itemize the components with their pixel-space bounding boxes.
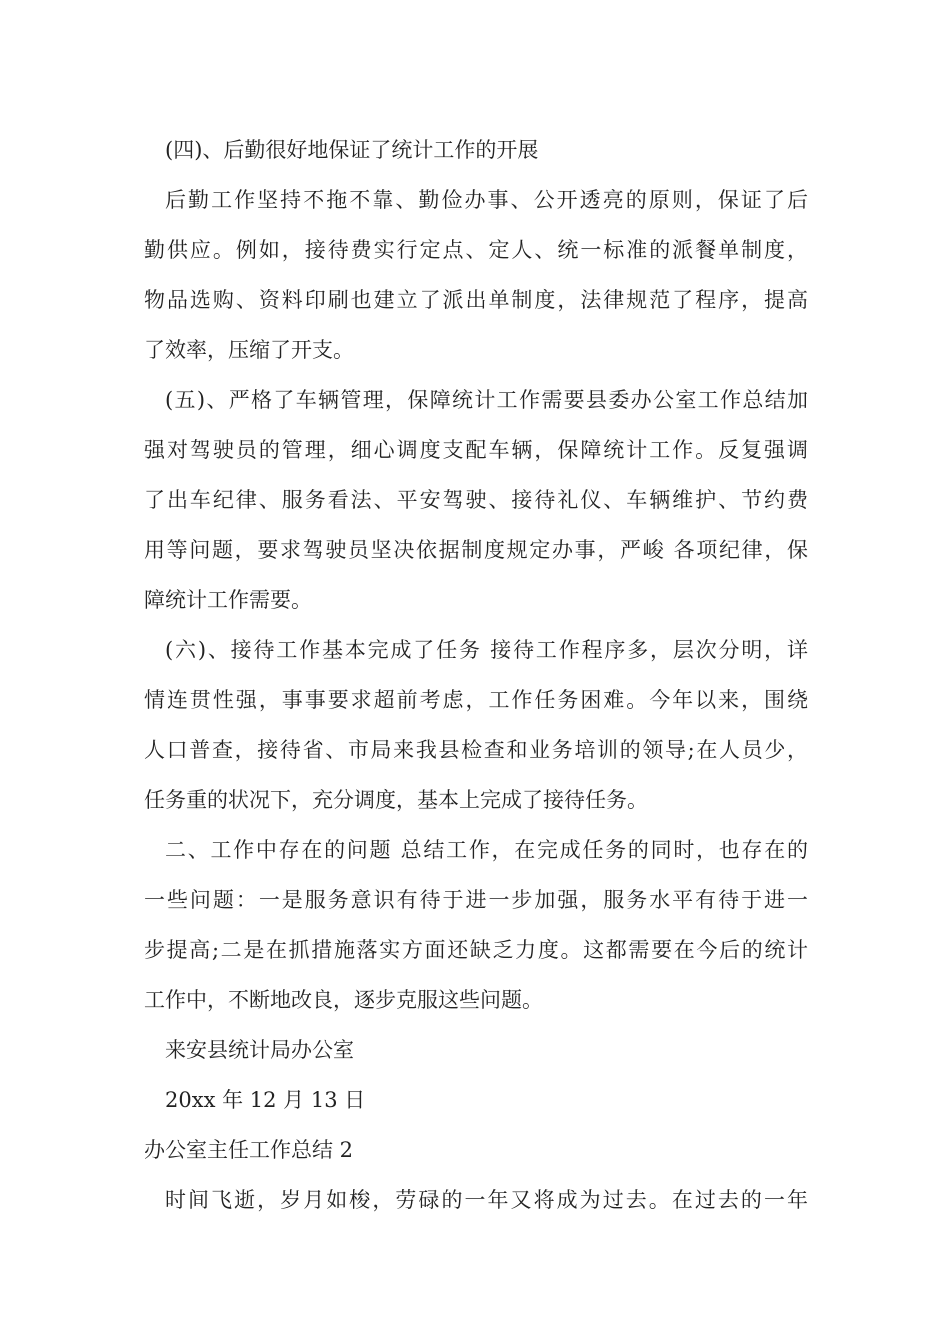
paragraph-line: 后勤工作坚持不拖不靠、勤俭办事、公开透亮的原则，保证了后 [165,188,808,212]
document-title-2: 办公室主任工作总结 2 [144,1138,354,1162]
paragraph-line: 用等问题，要求驾驶员坚决依据制度规定办事，严峻 各项纪律，保 [144,538,808,562]
paragraph-line: 障统计工作需要。 [144,588,312,612]
paragraph-line: 了出车纪律、服务看法、平安驾驶、接待礼仪、车辆维护、节约费 [144,488,808,512]
paragraph-line: 人口普查，接待省、市局来我县检查和业务培训的领导;在人员少， [144,738,808,762]
paragraph-line: 时间飞逝，岁月如梭，劳碌的一年又将成为过去。在过去的一年 [165,1188,808,1212]
section-heading-5: (五)、严格了车辆管理，保障统计工作需要县委办公室工作总结加 [165,388,808,412]
section-heading-4: (四)、后勤很好地保证了统计工作的开展 [165,138,539,162]
paragraph-line: 步提高;二是在抓措施落实方面还缺乏力度。这都需要在今后的统计 [144,938,808,962]
section-heading-problems: 二、工作中存在的问题 总结工作，在完成任务的同时，也存在的 [165,838,808,862]
section-heading-6: (六)、接待工作基本完成了任务 接待工作程序多，层次分明，详 [165,638,808,662]
signature-organization: 来安县统计局办公室 [165,1038,354,1062]
paragraph-line: 工作中，不断地改良，逐步克服这些问题。 [144,988,543,1012]
paragraph-line: 物品选购、资料印刷也建立了派出单制度，法律规范了程序，提高 [144,288,808,312]
paragraph-line: 情连贯性强，事事要求超前考虑，工作任务困难。今年以来，围绕 [144,688,808,712]
signature-date: 20xx 年 12 月 13 日 [165,1088,366,1112]
paragraph-line: 任务重的状况下，充分调度，基本上完成了接待任务。 [144,788,648,812]
paragraph-line: 一些问题：一是服务意识有待于进一步加强，服务水平有待于进一 [144,888,808,912]
paragraph-line: 勤供应。例如，接待费实行定点、定人、统一标准的派餐单制度， [144,238,808,262]
paragraph-line: 强对驾驶员的管理，细心调度支配车辆，保障统计工作。反复强调 [144,438,808,462]
paragraph-line: 了效率，压缩了开支。 [144,338,354,362]
